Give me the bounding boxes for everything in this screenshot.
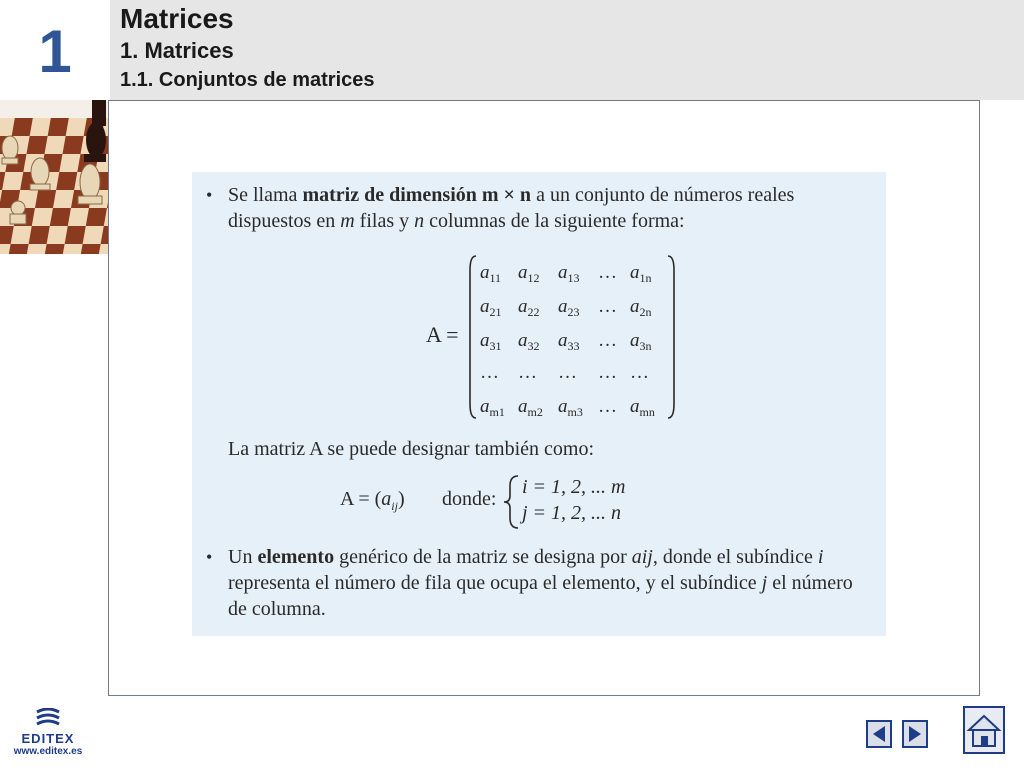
triangle-right-icon — [904, 722, 926, 746]
matrix-cell: $a_{23}$ — [558, 296, 580, 319]
matrix-cell: $a_{mn}$ — [630, 396, 655, 419]
house-icon — [965, 708, 1003, 752]
designation-text: La matriz A se puede designar también como: — [228, 438, 594, 460]
matrix-cell: $a_{m3}$ — [558, 396, 583, 419]
bullet-text: Un elemento genérico de la matriz se designa por aij, donde el subíndice i representa el número de fila que ocupa el elemento, y el subíndice j el número de columna. — [228, 546, 853, 620]
next-slide-button[interactable] — [902, 720, 928, 748]
chapter-number: 1 — [38, 18, 72, 85]
matrix-cell: $a_{22}$ — [518, 296, 540, 319]
matrix-cell: $a_{m2}$ — [518, 396, 543, 419]
matrix-cell: … — [598, 296, 617, 317]
matrix-left-bracket — [470, 256, 476, 418]
matrix-cell: $a_{2n}$ — [630, 296, 652, 319]
previous-slide-button[interactable] — [866, 720, 892, 748]
page-title: Matrices — [120, 3, 234, 34]
subsection-title: 1.1. Conjuntos de matrices — [120, 69, 375, 91]
logo-url: www.editex.es — [13, 746, 83, 757]
home-button[interactable] — [963, 706, 1005, 754]
matrix-cell: … — [518, 362, 537, 383]
matrix-cell: $a_{3n}$ — [630, 330, 652, 353]
triangle-left-icon — [868, 722, 890, 746]
matrix-cell: $a_{32}$ — [518, 330, 540, 353]
matrix-display — [468, 254, 688, 420]
matrix-cell: $a_{12}$ — [518, 262, 540, 285]
bullet-icon: • — [206, 185, 213, 205]
matrix-cell: $a_{21}$ — [480, 296, 502, 319]
matrix-label: A = — [426, 322, 459, 347]
bullet-icon: • — [206, 547, 213, 567]
matrix-cell: … — [630, 362, 649, 383]
chess-board-image — [0, 100, 110, 254]
matrix-cell: … — [598, 330, 617, 351]
matrix-cell: … — [480, 362, 499, 383]
matrix-cell: $a_{m1}$ — [480, 396, 505, 419]
matrix-cell: $a_{1n}$ — [630, 262, 652, 285]
matrix-cell: … — [598, 396, 617, 417]
content-box — [192, 172, 886, 636]
matrix-cell: … — [598, 362, 617, 383]
matrix-cell: $a_{33}$ — [558, 330, 580, 353]
matrix-cell: … — [558, 362, 577, 383]
matrix-cell: $a_{31}$ — [480, 330, 502, 353]
donde-label: donde: — [442, 488, 497, 510]
index-j-range: j = 1, 2, ... n — [522, 502, 622, 524]
editex-logo-icon — [33, 708, 63, 726]
matrix-cell: $a_{13}$ — [558, 262, 580, 285]
designation-equation: $A = (a_{ij})$ — [340, 488, 405, 513]
editex-logo — [8, 708, 88, 757]
index-i-range: i = 1, 2, ... m — [522, 476, 626, 498]
bullet-text: Se llama matriz de dimensión m × n a un conjunto de números reales dispuestos en m filas y n columnas de la siguiente forma: — [228, 184, 795, 232]
logo-text: EDITEX — [21, 731, 75, 746]
section-title: 1. Matrices — [120, 38, 234, 63]
matrix-cell: $a_{11}$ — [480, 262, 502, 285]
matrix-right-bracket — [668, 256, 674, 418]
brace-icon — [502, 474, 522, 530]
header-text — [120, 2, 375, 94]
matrix-cell: … — [598, 262, 617, 283]
generic-element-symbol: aij — [631, 546, 653, 568]
